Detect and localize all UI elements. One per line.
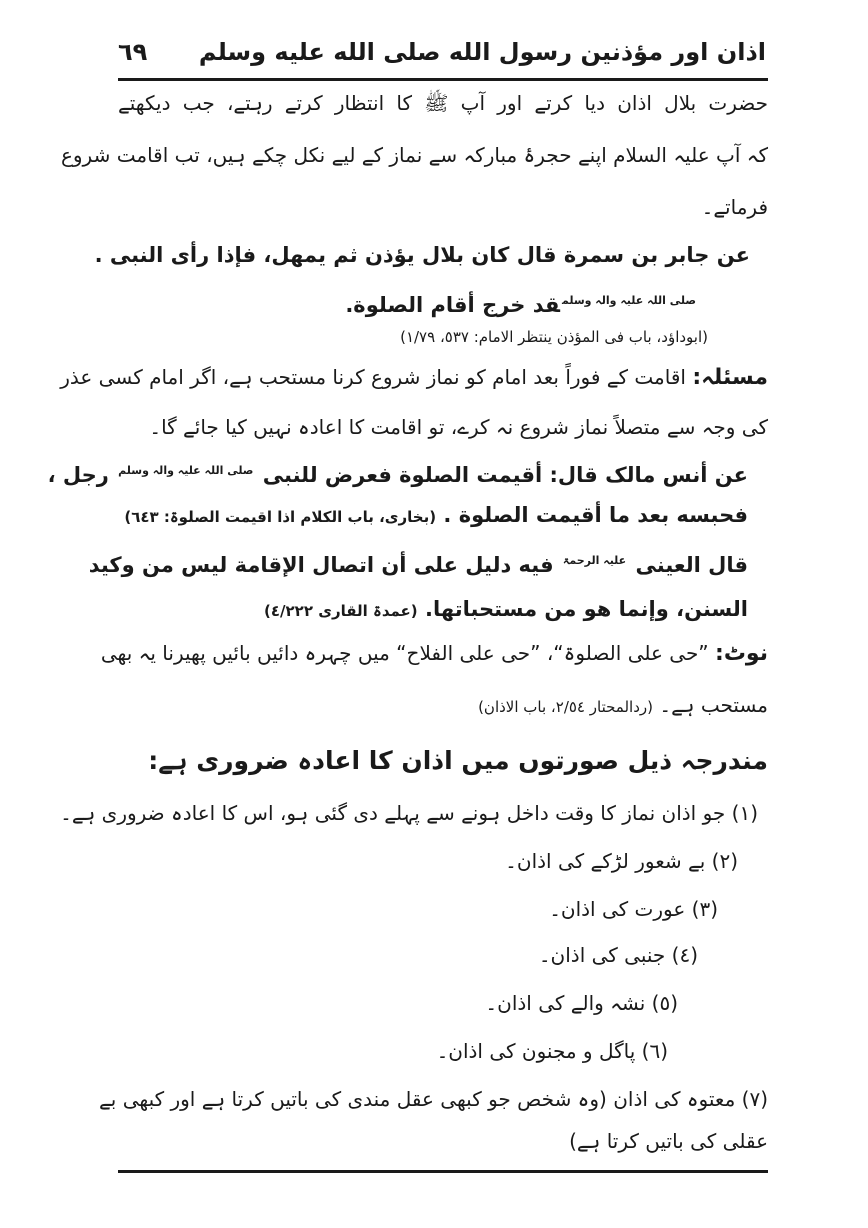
note-text: مستحب ہے۔ [659,693,768,717]
arabic-hadith-line [264,594,748,626]
honorific-ligature: صلی اللہ علیہ والہ وسلم [118,464,254,477]
list-item: (١) جو اذان نماز کا وقت داخل ہونے سے پہلے دی گئی ہو، اس کا اعادہ ضروری ہے۔ [60,801,758,825]
paragraph-line: کہ آپ علیہ السلام اپنے حجرۂ مبارکہ سے نماز کے لیے نکل چکے ہیں، تب اقامت شروع [60,143,768,167]
arabic-hadith-line [89,546,748,580]
hadith-text: فيه دليل على أن اتصال الإقامة ليس من وكيد [88,553,554,577]
list-item: (٧) معتوہ کی اذان (وہ شخص جو کبھی عقل مندی کی باتیں کرتا ہے اور کبھی بے [99,1087,768,1111]
list-item: (٥) نشہ والے کی اذان۔ [485,991,678,1015]
list-item: (٦) پاگل و مجنون کی اذان۔ [436,1039,668,1063]
reference-citation: (ردالمحتار ٢/٥٤، باب الاذان) [478,698,653,716]
note-text: ”حی علی الصلوۃ“، ”حی علی الفلاح“ میں چہرہ دائیں بائیں پھیرنا یہ بھی [100,641,709,665]
reference-citation: (ابوداؤد، باب فی المؤذن ینتظر الامام: ٥٣٧، ١/٧٩) [400,328,708,346]
masala-text: اقامت کے فوراً بعد امام کو نماز شروع کرنا مستحب ہے، اگر امام کسی عذر [60,365,686,389]
masala-label: مسئلہ: [692,365,768,390]
reference-citation: (بخاری، باب الکلام اذا اقیمت الصلوۃ: ٦٤٣) [124,508,437,526]
list-item: (٣) عورت کی اذان۔ [549,897,718,921]
hadith-text: قال العينی [635,553,748,577]
header-rule [118,78,768,81]
note-line [100,638,768,669]
arabic-hadith-line [124,500,748,532]
hadith-text: رجل ، [47,463,109,487]
reference-citation: (عمدۃ القاری ٤/٢٢٢) [264,602,418,620]
hadith-text: قد خرج أقام الصلوة. [345,293,560,317]
masala-line: کی وجہ سے متصلاً نماز شروع نہ کرے، تو اقامت کا اعادہ نہیں کیا جائے گا۔ [149,415,768,439]
hadith-text: فحبسه بعد ما أقيمت الصلوة . [443,503,748,527]
honorific-ligature: علیہ الرحمۃ [562,554,627,567]
running-title: اذان اور مؤذنین رسول الله صلى الله عليه وسلم [198,38,766,66]
page-header [118,30,766,74]
arabic-hadith-line [345,286,698,320]
hadith-text: عن أنس مالک قال: أقيمت الصلوة فعرض للنبی [262,463,748,487]
paragraph-line: فرماتے۔ [701,195,768,219]
note-label: نوٹ: [715,641,768,666]
honorific-ligature: صلی اللہ علیہ والہ وسلم [561,294,696,307]
paragraph-line: حضرت بلال اذان دیا کرتے اور آپ ﷺ کا انتظار کرتے رہتے، جب دیکھتے [118,91,768,115]
section-heading: مندرجہ ذیل صورتوں میں اذان کا اعادہ ضروری ہے: [148,746,768,775]
note-line [478,690,768,722]
list-item: (٤) جنبی کی اذان۔ [538,943,698,967]
footer-rule [118,1170,768,1173]
arabic-hadith-line: عن جابر بن سمرة قال كان بلال يؤذن ثم يمهل، فإذا رأى النبی . [94,243,750,267]
list-item: (٢) بے شعور لڑکے کی اذان۔ [505,849,738,873]
list-item: عقلی کی باتیں کرتا ہے) [569,1129,768,1153]
page-number: ٦٩ [118,38,148,66]
hadith-text: السنن، وإنما هو من مستحباتها. [424,597,748,621]
masala-line [60,362,768,393]
arabic-hadith-line [48,456,748,490]
